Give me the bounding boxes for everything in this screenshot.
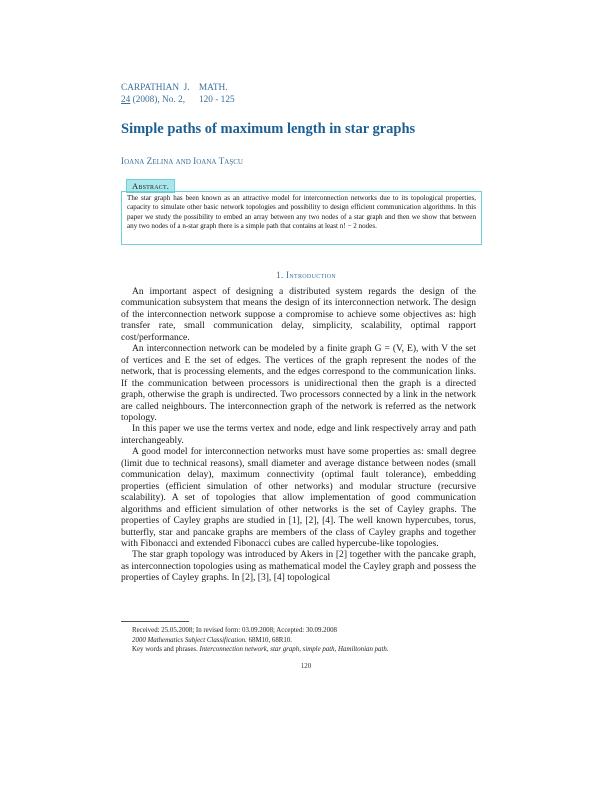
received-dates: Received: 25.05.2008; In revised form: 03.09.2008; Accepted: 30.09.2008 — [132, 627, 337, 634]
paragraph: An interconnection network can be modeled by a finite graph G = (V, E), with V the set of vertices and E the set of edges. The vertices of the graph represent the nodes of the network, that is processing elements, and the edges correspond to the communication links. If the communication between processors is unidirectional then the graph is a directed graph, otherwise the graph is undirected. Two processors connected by a link in the network are called neighbours. The interconnection graph of the network is referred as the network topology. — [121, 343, 476, 423]
journal-header — [121, 82, 235, 106]
paper-title: Simple paths of maximum length in star graphs — [121, 121, 416, 137]
msc-classification — [132, 636, 389, 646]
keywords-line — [132, 645, 389, 655]
journal-issue — [121, 94, 235, 106]
paragraph: The star graph topology was introduced by Akers in [2] together with the pancake graph, as interconnection topologies using as mathematical model the Cayley graph and possess the properties of Cayley graphs. In [2], [3], [4] topological — [121, 549, 476, 584]
msc-label: 2000 Mathematics Subject Classification. — [132, 636, 247, 644]
footnotes — [132, 626, 389, 655]
paragraph: In this paper we use the terms vertex and node, edge and link respectively array and path interchangeably. — [121, 423, 476, 446]
journal-name: CARPATHIAN J. MATH. — [121, 83, 228, 93]
keywords-label: Key words and phrases. — [132, 646, 198, 654]
authors-text: Ioana Zelina and Ioana Taşcu — [121, 157, 243, 167]
msc-codes: 68M10, 68R10. — [246, 636, 293, 644]
paper-authors — [121, 157, 243, 167]
section-heading: 1. Introduction — [275, 270, 337, 280]
abstract-text: The star graph has been known as an attractive model for interconnection networks due to its topological properties, capacity to simulate other basic network topologies and possibility to design efficient communication algorithms. In this paper we study the possibility to embed an array between any two nodes of a star graph and then we show that between any two nodes of a n-star graph there is a simple path that contains at least n! − 2 nodes. — [121, 191, 482, 245]
journal-issue-pages: (2008), No. 2, 120 - 125 — [130, 95, 235, 105]
page-number: 120 — [300, 663, 312, 670]
paragraph: An important aspect of designing a distributed system regards the design of the communication subsystem that means the design of its interconnection network. The design of the interconnection network suppose a compromise to achieve some objectives as: high transfer rate, small communication delay, simplicity, scalability, optimal rapport cost/performance. — [121, 286, 476, 343]
abstract-label: Abstract. — [126, 179, 175, 193]
keywords-text: Interconnection network, star graph, simple path, Hamiltonian path. — [197, 646, 389, 654]
paragraph: A good model for interconnection networks must have some properties as: small degree (limit due to technical reasons), small diameter and average distance between nodes (small communication delay), maximum connectivity (optimal fault tolerance), embedding properties (efficient simulation of other networks) and modular structure (recursive scalability). A set of topologies that allow implementation of good communication algorithms and efficient simulation of other networks is the set of Cayley graphs. The properties of Cayley graphs are studied in [1], [2], [4]. The well known hypercubes, torus, butterfly, star and pancake graphs are members of the class of Cayley graphs and together with Fibonacci and extended Fibonacci cubes are called hypercube-like topologies. — [121, 446, 476, 549]
footnote-divider — [121, 621, 189, 622]
body-text — [121, 286, 476, 584]
journal-volume: 24 — [121, 95, 131, 105]
